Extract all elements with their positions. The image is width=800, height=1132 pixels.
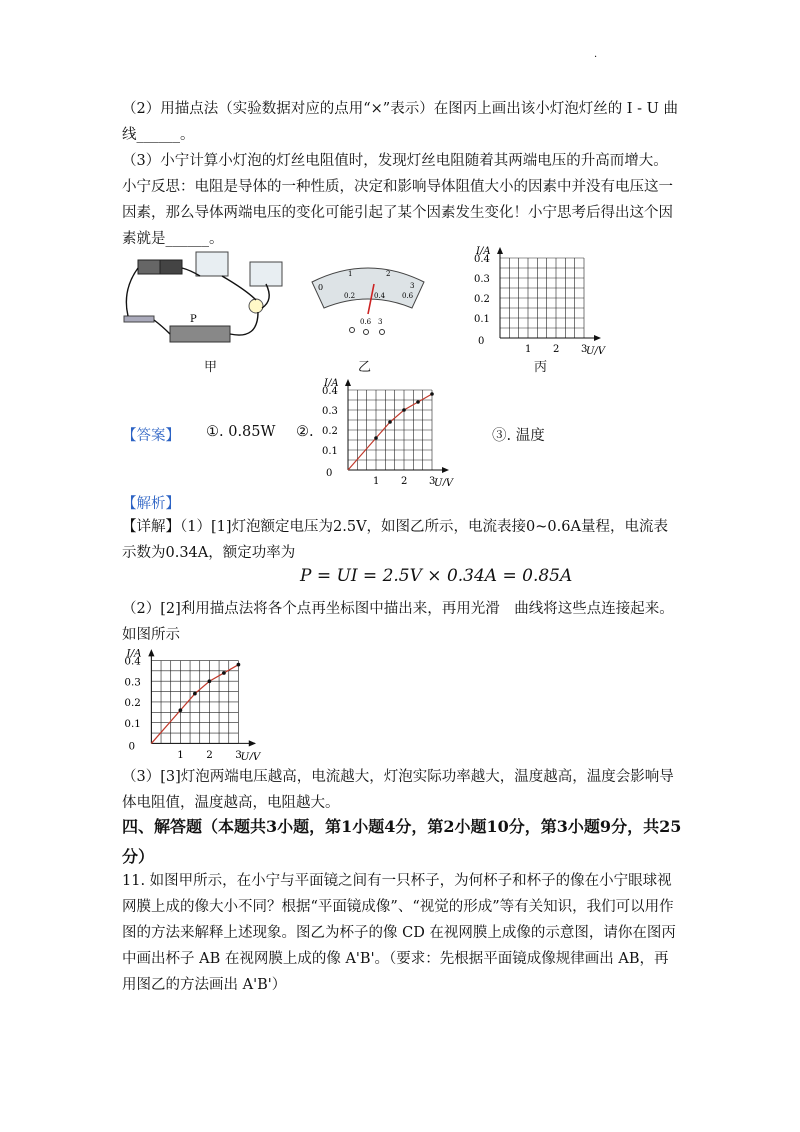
data-point bbox=[208, 679, 212, 683]
answer-tag: 【答案】 bbox=[122, 428, 180, 444]
meter-terminal-3: 3 bbox=[378, 318, 383, 326]
data-point bbox=[402, 408, 406, 412]
y-axis-arrow bbox=[345, 379, 351, 386]
reflection-text: 小宁反思：电阻是导体的一种性质，决定和影响导体阻值大小的因素中并没有电压这一因素，那么导体两端电压的变化可能引起了某个因素发生变化！小宁思考后得出这个因素就是______。 bbox=[122, 179, 673, 247]
data-point bbox=[374, 436, 378, 440]
iu-curve bbox=[348, 394, 432, 470]
meter-scale-0: 0 bbox=[318, 283, 324, 292]
meter-terminal-06: 0.6 bbox=[360, 318, 372, 326]
empty-grid-figure bbox=[470, 244, 630, 360]
y-axis-label: I/A bbox=[126, 647, 142, 660]
data-point bbox=[193, 692, 197, 696]
x-axis-label: U/V bbox=[586, 346, 606, 357]
x-axis-label: U/V bbox=[240, 751, 261, 760]
y-tick-label: 0.2 bbox=[322, 426, 338, 437]
x-tick-label: 1 bbox=[525, 344, 532, 355]
switch bbox=[124, 316, 154, 322]
figure-bing-label: 丙 bbox=[534, 360, 548, 375]
data-point bbox=[430, 392, 434, 396]
y-tick-label: 0.4 bbox=[474, 254, 490, 265]
detail-graph bbox=[118, 646, 278, 760]
y-tick-label: 0.3 bbox=[474, 274, 490, 285]
x-axis-label: U/V bbox=[434, 478, 454, 486]
meter-figure bbox=[308, 262, 428, 342]
wire-6 bbox=[230, 312, 258, 335]
voltmeter bbox=[250, 262, 282, 286]
x-axis-arrow bbox=[249, 740, 256, 746]
data-point bbox=[416, 400, 420, 404]
y-axis-arrow bbox=[148, 649, 154, 656]
data-point bbox=[222, 671, 226, 675]
y-axis-arrow bbox=[497, 247, 503, 254]
y-axis-label: I/A bbox=[324, 378, 339, 389]
battery-1 bbox=[138, 260, 160, 274]
y-tick-label: 0.3 bbox=[322, 406, 338, 417]
circuit-figure bbox=[118, 250, 298, 368]
x-tick-label: 1 bbox=[373, 476, 380, 486]
terminal-3 bbox=[380, 330, 385, 335]
question-11-text: 11. 如图甲所示，在小宁与平面镜之间有一只杯子，为何杯子和杯子的像在小宁眼球视网膜上成的像大小不同？根据“平面镜成像”、“视觉的形成”等有关知识，我们可以用作图的方法来解释上述现象。图乙为杯子的像 CD 在视网膜上成像的示意图，请你在图丙中画出杯子 AB 在视网膜上成的像 A'B'。（要求：先根据平面镜成像规律画出 AB，再用图乙的方法画出 A'B'） bbox=[122, 873, 676, 993]
meter-scale-1: 1 bbox=[348, 270, 353, 278]
data-point bbox=[237, 663, 241, 667]
x-tick-label: 2 bbox=[401, 476, 408, 486]
origin-label: 0 bbox=[326, 468, 333, 479]
answer-graph bbox=[318, 376, 468, 486]
figure-jia-label: 甲 bbox=[204, 360, 218, 375]
data-point bbox=[388, 420, 392, 424]
wire-1 bbox=[126, 268, 138, 316]
answer-3: ③. 温度 bbox=[492, 428, 545, 444]
answer-2: ②. bbox=[296, 424, 314, 440]
y-tick-label: 0.2 bbox=[124, 697, 141, 710]
meter-scale-2: 2 bbox=[386, 270, 391, 278]
meter-scale-3: 3 bbox=[410, 282, 415, 290]
detail-1-text: 【详解】（1）[1]灯泡额定电压为2.5V，如图乙所示，电流表接0~0.6A量程，电流表示数为0.34A，额定功率为 bbox=[122, 519, 668, 561]
terminal-neg bbox=[350, 328, 355, 333]
power-equation: P = UI = 2.5V × 0.34A = 0.85A bbox=[300, 566, 573, 586]
x-axis-arrow bbox=[594, 335, 601, 341]
analysis-tag: 【解析】 bbox=[122, 496, 180, 512]
section-title: 四、解答题（本题共3小题，第1小题4分，第2小题10分，第3小题9分，共25分） bbox=[122, 817, 682, 866]
y-tick-label: 0.1 bbox=[124, 717, 141, 730]
origin-label: 0 bbox=[478, 336, 485, 347]
iu-curve bbox=[151, 665, 238, 744]
x-tick-label: 3 bbox=[429, 476, 436, 486]
terminal-06 bbox=[364, 330, 369, 335]
rheostat-label: P bbox=[190, 314, 197, 325]
x-tick-label: 1 bbox=[177, 748, 184, 760]
x-tick-label: 2 bbox=[206, 748, 213, 760]
y-tick-label: 0.1 bbox=[474, 314, 490, 325]
figure-yi-label: 乙 bbox=[358, 360, 372, 375]
wire-5 bbox=[154, 320, 170, 334]
corner-mark: · bbox=[594, 52, 598, 63]
question-2-text: （2）用描点法（实验数据对应的点用“×”表示）在图丙上画出该小灯泡灯丝的 I - U 曲线______。 bbox=[122, 101, 678, 143]
meter-body bbox=[312, 268, 424, 308]
ammeter bbox=[196, 252, 228, 276]
meter-scale-06: 0.6 bbox=[402, 292, 414, 300]
x-tick-label: 2 bbox=[553, 344, 560, 355]
x-axis-arrow bbox=[442, 467, 449, 473]
origin-label: 0 bbox=[128, 740, 136, 753]
y-tick-label: 0.4 bbox=[124, 655, 141, 668]
y-tick-label: 0.3 bbox=[124, 676, 141, 689]
bulb bbox=[249, 299, 263, 313]
battery-2 bbox=[160, 260, 182, 274]
y-tick-label: 0.1 bbox=[322, 446, 338, 457]
y-axis-label: I/A bbox=[476, 246, 491, 257]
question-3-text: （3）小宁计算小灯泡的灯丝电阻值时，发现灯丝电阻随着其两端电压的升高而增大。 bbox=[122, 153, 668, 169]
meter-scale-04: 0.4 bbox=[374, 292, 386, 300]
detail-3-text: （3）[3]灯泡两端电压越高，电流越大，灯泡实际功率越大，温度越高，温度会影响导体电阻值，温度越高，电阻越大。 bbox=[122, 769, 674, 811]
y-tick-label: 0.2 bbox=[474, 294, 490, 305]
x-tick-label: 3 bbox=[235, 748, 242, 760]
detail-2-text: （2）[2]利用描点法将各个点再坐标图中描出来，再用光滑 曲线将这些点连接起来。如图所示 bbox=[122, 601, 674, 643]
answer-1: ①. 0.85W bbox=[206, 424, 276, 440]
y-tick-label: 0.4 bbox=[322, 386, 338, 397]
x-tick-label: 3 bbox=[581, 344, 588, 355]
rheostat bbox=[170, 326, 230, 342]
meter-scale-02: 0.2 bbox=[344, 292, 356, 300]
data-point bbox=[179, 708, 183, 712]
